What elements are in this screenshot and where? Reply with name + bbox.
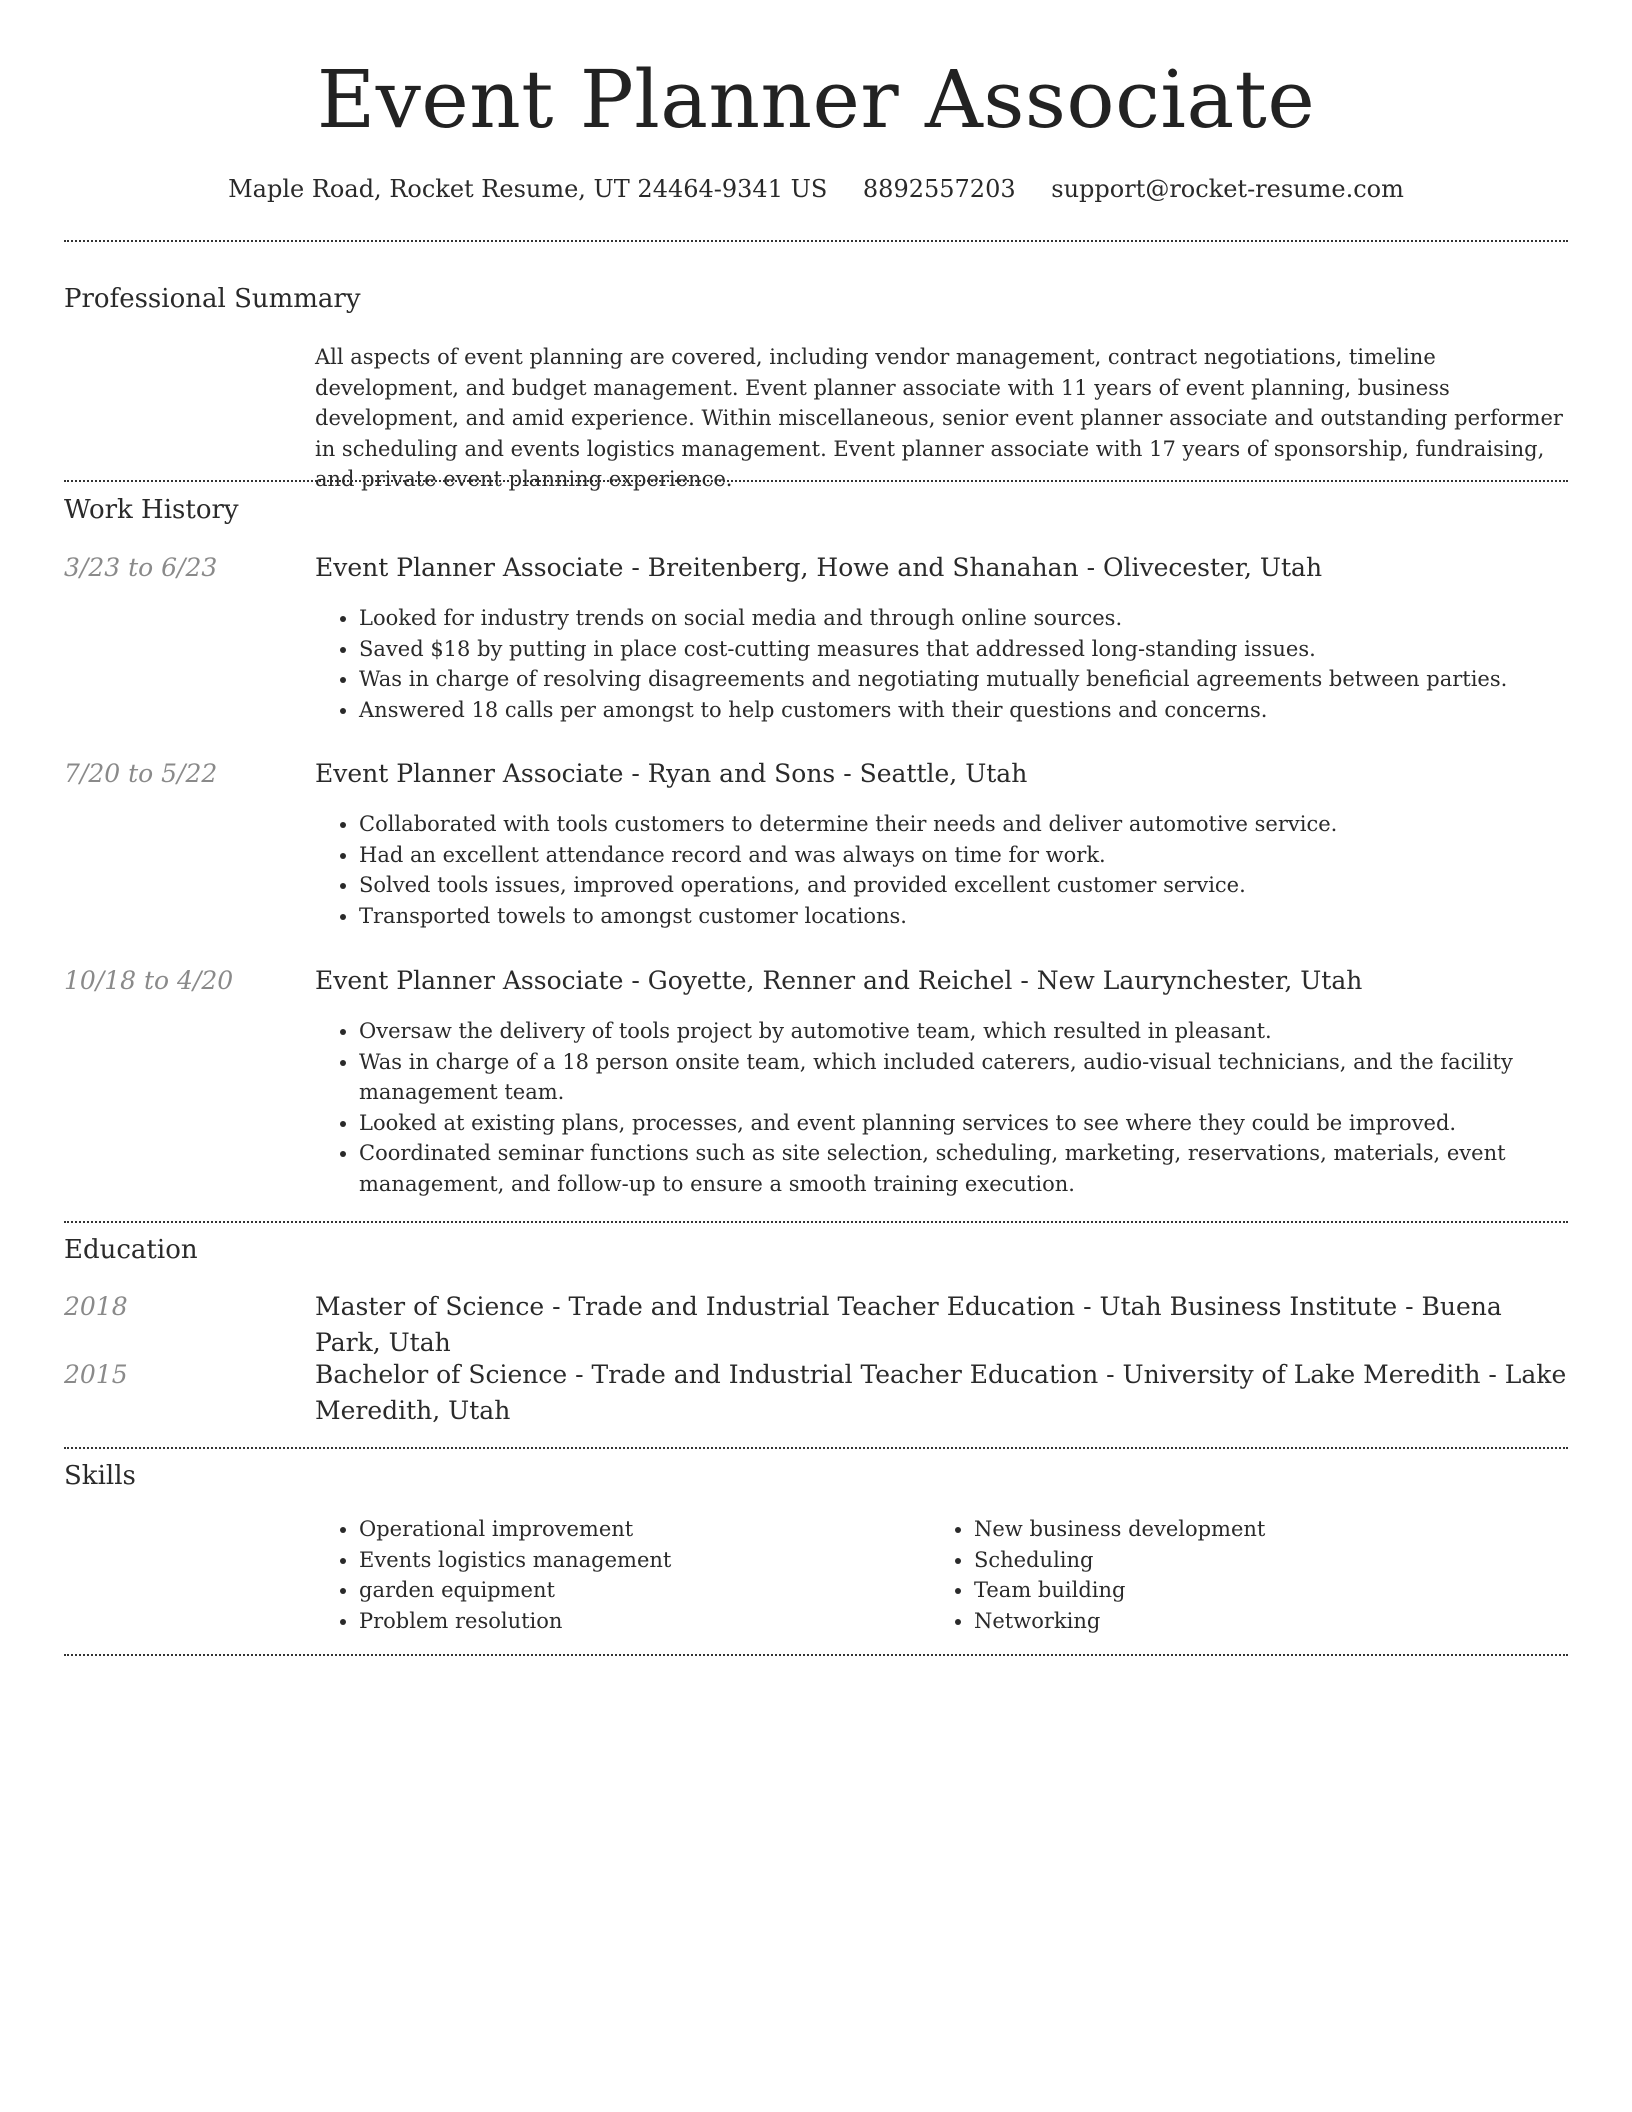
skill-item: • Problem resolution xyxy=(359,1606,919,1637)
summary-section-title: Professional Summary xyxy=(64,284,361,314)
job-bullet-list xyxy=(315,809,1599,931)
job-dates: 3/23 to 6/23 xyxy=(64,553,218,582)
education-year: 2015 xyxy=(64,1360,128,1389)
section-divider xyxy=(64,1221,1568,1223)
skills-section-title: Skills xyxy=(64,1461,136,1491)
education-degree: Master of Science - Trade and Industrial Teacher Education xyxy=(315,1292,1076,1321)
skill-item: • New business development xyxy=(974,1514,1574,1545)
skill-item: • Networking xyxy=(974,1606,1574,1637)
job-bullet-list xyxy=(315,1016,1599,1199)
resume-name: Event Planner Associate xyxy=(316,53,1316,146)
job-bullet: • Solved tools issues, improved operations, and provided excellent customer service. xyxy=(359,870,1599,901)
education-year: 2018 xyxy=(64,1292,128,1321)
skill-item: • Scheduling xyxy=(974,1545,1574,1576)
job-bullet: • Oversaw the delivery of tools project by automotive team, which resulted in pleasant. xyxy=(359,1016,1599,1047)
skill-item: • Events logistics management xyxy=(359,1545,919,1576)
job-heading: Event Planner Associate - Breitenberg, Howe and Shanahan - Olivecester, Utah xyxy=(315,553,1323,582)
education-entry xyxy=(315,1289,1568,1361)
skill-item: • Team building xyxy=(974,1575,1574,1606)
job-bullet: • Answered 18 calls per amongst to help customers with their questions and concerns. xyxy=(359,695,1599,726)
skill-item: • garden equipment xyxy=(359,1575,919,1606)
job-heading: Event Planner Associate - Ryan and Sons - Seattle, Utah xyxy=(315,759,1028,788)
section-divider xyxy=(64,1447,1568,1449)
contact-email: support@rocket-resume.com xyxy=(1051,175,1404,203)
job-heading: Event Planner Associate - Goyette, Renner and Reichel - New Laurynchester, Utah xyxy=(315,966,1363,995)
section-divider xyxy=(64,240,1568,242)
contact-address: Maple Road, Rocket Resume, UT 24464-9341 US xyxy=(228,175,828,203)
section-divider xyxy=(64,480,1568,482)
education-school: - Utah Business Institute - Buena Park, Utah xyxy=(315,1292,1502,1357)
section-divider xyxy=(64,1654,1568,1656)
job-bullet: • Looked at existing plans, processes, and event planning services to see where they could be improved. xyxy=(359,1108,1599,1139)
job-bullet: • Had an excellent attendance record and was always on time for work. xyxy=(359,840,1599,871)
job-dates: 10/18 to 4/20 xyxy=(64,966,234,995)
work-history-section-title: Work History xyxy=(64,495,239,525)
contact-line xyxy=(0,172,1632,206)
job-bullet: • Looked for industry trends on social media and through online sources. xyxy=(359,603,1599,634)
education-school: - University of Lake Meredith - Lake Meredith, Utah xyxy=(315,1360,1567,1425)
skill-item: • Operational improvement xyxy=(359,1514,919,1545)
summary-text: All aspects of event planning are covered, including vendor management, contract negotiations, timeline development, and budget management. Event planner associate with 11 years of event planning, business development, and amid experience. Within miscellaneous, senior event planner associate and outstanding performer in scheduling and events logistics management. Event planner associate with 17 years of sponsorship, fundraising, and private event planning experience. xyxy=(315,345,1563,491)
skills-list-left xyxy=(315,1514,919,1636)
contact-phone: 8892557203 xyxy=(862,175,1016,203)
education-section-title: Education xyxy=(64,1235,198,1265)
skills-list-right xyxy=(930,1514,1574,1636)
job-bullet: • Transported towels to amongst customer locations. xyxy=(359,901,1599,932)
education-entry xyxy=(315,1357,1568,1429)
job-dates: 7/20 to 5/22 xyxy=(64,759,218,788)
job-bullet: • Was in charge of a 18 person onsite team, which included caterers, audio-visual technicians, and the facility management team. xyxy=(359,1047,1599,1108)
job-bullet: • Saved $18 by putting in place cost-cutting measures that addressed long-standing issues. xyxy=(359,634,1599,665)
job-bullet: • Collaborated with tools customers to determine their needs and deliver automotive service. xyxy=(359,809,1599,840)
job-bullet: • Was in charge of resolving disagreements and negotiating mutually beneficial agreements between parties. xyxy=(359,664,1599,695)
summary-section xyxy=(315,342,1568,495)
job-bullet: • Coordinated seminar functions such as site selection, scheduling, marketing, reservations, materials, event management, and follow-up to ensure a smooth training execution. xyxy=(359,1138,1599,1199)
job-bullet-list xyxy=(315,603,1599,725)
education-degree: Bachelor of Science - Trade and Industrial Teacher Education xyxy=(315,1360,1099,1389)
